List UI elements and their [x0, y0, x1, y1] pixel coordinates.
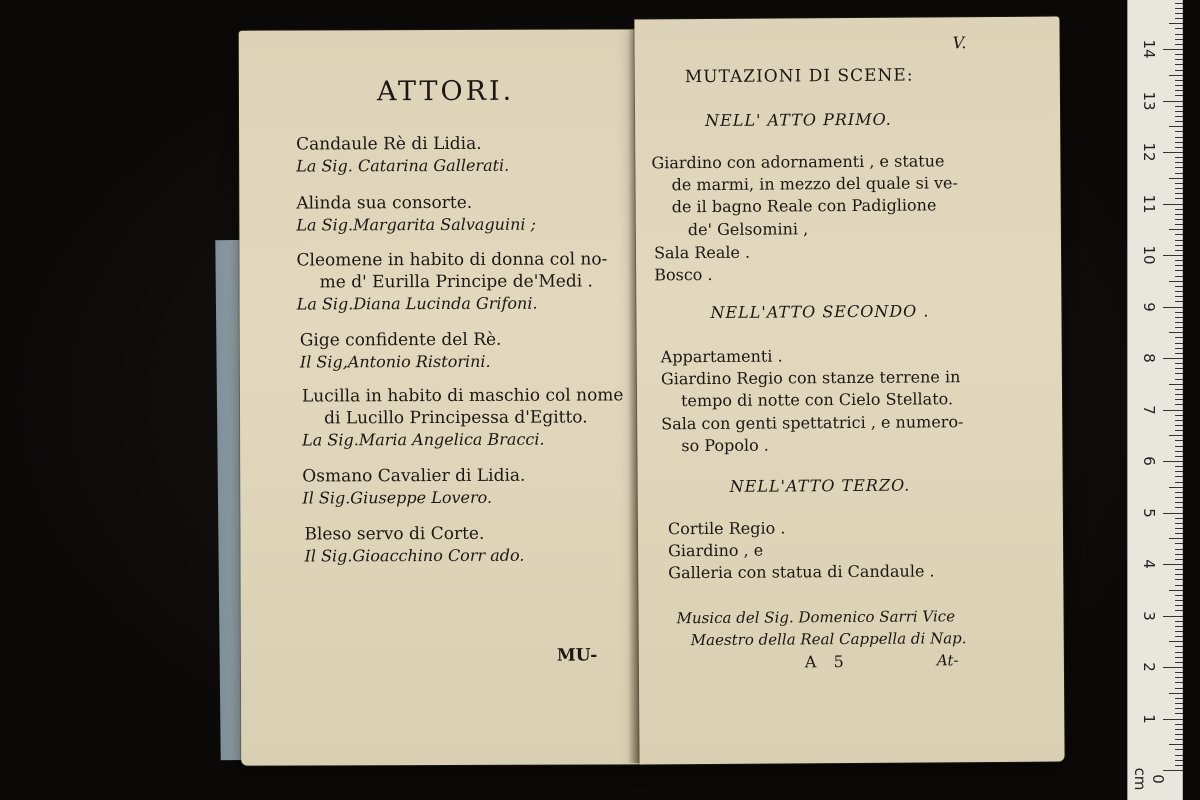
ruler-tick — [1175, 749, 1183, 750]
ruler-tick — [1175, 327, 1183, 328]
ruler-tick — [1175, 734, 1183, 735]
ruler-tick — [1169, 693, 1183, 694]
act3-line: Galleria con statua di Candaule . — [668, 561, 935, 583]
ruler-tick — [1175, 703, 1183, 704]
act2-line: tempo di notte con Cielo Stellato. — [681, 389, 954, 411]
ruler-tick — [1175, 533, 1183, 534]
ruler-tick — [1175, 121, 1183, 122]
ruler-tick — [1175, 173, 1183, 174]
ruler-number: 11 — [1140, 193, 1158, 214]
ruler-tick — [1175, 188, 1183, 189]
ruler-tick — [1169, 744, 1183, 745]
act1-title: NELL' ATTO PRIMO. — [705, 109, 892, 131]
ruler-tick — [1175, 523, 1183, 524]
ruler-tick — [1175, 440, 1183, 441]
ruler-tick — [1175, 90, 1183, 91]
ruler-tick — [1175, 636, 1183, 637]
ruler-number: 6 — [1140, 456, 1158, 466]
ruler-tick — [1175, 657, 1183, 658]
ruler-tick — [1175, 95, 1183, 96]
act2-line: Appartamenti . — [660, 346, 783, 367]
ruler-tick — [1163, 667, 1183, 668]
cast-actor: La Sig.Diana Lucinda Grifoni. — [296, 293, 538, 314]
ruler-tick — [1175, 312, 1183, 313]
ruler-tick — [1175, 322, 1183, 323]
ruler-tick — [1175, 379, 1183, 380]
ruler-tick — [1175, 543, 1183, 544]
cast-actor: La Sig.Margarita Salvaguini ; — [296, 214, 537, 235]
music-credit-line: Maestro della Real Cappella di Nap. — [690, 629, 967, 650]
ruler-tick — [1175, 595, 1183, 596]
ruler-tick — [1175, 167, 1183, 168]
ruler-number: 2 — [1140, 662, 1158, 672]
ruler-tick — [1175, 569, 1183, 570]
right-catchword: At- — [936, 651, 959, 670]
ruler-tick — [1175, 652, 1183, 653]
ruler-tick — [1175, 466, 1183, 467]
ruler-number: 0 cm — [1131, 767, 1167, 791]
left-catchword: MU- — [556, 645, 598, 666]
ruler-tick — [1175, 131, 1183, 132]
ruler-tick — [1175, 291, 1183, 292]
ruler-tick — [1175, 492, 1183, 493]
ruler-tick — [1175, 672, 1183, 673]
ruler-tick — [1175, 404, 1183, 405]
ruler-tick — [1175, 518, 1183, 519]
ruler-tick — [1175, 373, 1183, 374]
cast-role-continued: me d' Eurilla Principe de'Medi . — [319, 271, 593, 293]
ruler-tick — [1169, 384, 1183, 385]
cast-actor: La Sig.Maria Angelica Bracci. — [302, 429, 545, 450]
ruler-tick — [1175, 106, 1183, 107]
ruler-tick — [1169, 229, 1183, 230]
ruler-tick — [1175, 646, 1183, 647]
ruler-tick — [1175, 276, 1183, 277]
ruler-tick — [1175, 260, 1183, 261]
ruler-tick — [1175, 70, 1183, 71]
ruler-number: 9 — [1140, 301, 1158, 312]
ruler-tick — [1175, 240, 1183, 241]
ruler-tick — [1175, 18, 1183, 19]
ruler-tick — [1163, 255, 1183, 256]
ruler-tick — [1163, 410, 1183, 411]
ruler-tick — [1175, 482, 1183, 483]
ruler-tick — [1169, 435, 1183, 436]
ruler-tick — [1175, 724, 1183, 725]
ruler-tick — [1175, 147, 1183, 148]
ruler-tick — [1175, 605, 1183, 606]
ruler-tick — [1163, 101, 1183, 102]
ruler-tick — [1175, 585, 1183, 586]
ruler-tick — [1175, 337, 1183, 338]
cast-role: Candaule Rè di Lidia. — [296, 133, 482, 155]
ruler-tick — [1175, 54, 1183, 55]
ruler-tick — [1175, 137, 1183, 138]
ruler-tick — [1175, 502, 1183, 503]
ruler-number: 4 — [1140, 559, 1158, 569]
ruler-tick — [1175, 85, 1183, 86]
ruler-tick — [1175, 765, 1183, 766]
ruler-tick — [1175, 497, 1183, 498]
ruler-tick — [1175, 162, 1183, 163]
ruler-tick — [1169, 126, 1183, 127]
ruler-tick — [1175, 451, 1183, 452]
ruler-tick — [1175, 64, 1183, 65]
ruler-tick — [1169, 23, 1183, 24]
ruler-tick — [1175, 682, 1183, 683]
act3-line: Cortile Regio . — [667, 518, 786, 539]
ruler-tick — [1175, 39, 1183, 40]
ruler-tick — [1175, 729, 1183, 730]
ruler-tick — [1169, 75, 1183, 76]
ruler-tick — [1163, 204, 1183, 205]
cast-actor: Il Sig.Gioacchino Corr ado. — [304, 545, 525, 566]
act2-line: Sala con genti spettatrici , e numero- — [661, 412, 964, 434]
cast-role-continued: di Lucillo Principessa d'Egitto. — [324, 407, 588, 429]
right-page — [634, 17, 1064, 765]
ruler-tick — [1175, 631, 1183, 632]
ruler-number: 12 — [1140, 142, 1158, 162]
ruler-tick — [1175, 549, 1183, 550]
mutazioni-heading: MUTAZIONI DI SCENE: — [684, 65, 914, 88]
ruler-tick — [1175, 476, 1183, 477]
ruler-number: 7 — [1140, 404, 1158, 415]
ruler-tick — [1175, 399, 1183, 400]
ruler-tick — [1163, 307, 1183, 308]
ruler-tick — [1175, 296, 1183, 297]
ruler-tick — [1163, 152, 1183, 153]
ruler-tick — [1175, 59, 1183, 60]
ruler-tick — [1175, 209, 1183, 210]
ruler-tick — [1175, 343, 1183, 344]
act1-line: Giardino con adornamenti , e statue — [651, 151, 945, 173]
act1-line: de' Gelsomini , — [687, 219, 809, 240]
ruler-tick — [1175, 317, 1183, 318]
ruler-tick — [1175, 528, 1183, 529]
ruler-tick — [1175, 446, 1183, 447]
act1-line: Bosco . — [654, 264, 713, 285]
ruler-tick — [1175, 265, 1183, 266]
ruler-tick — [1175, 270, 1183, 271]
ruler-number: 3 — [1140, 610, 1158, 621]
ruler-tick — [1175, 13, 1183, 14]
ruler-tick — [1175, 80, 1183, 81]
ruler-tick — [1175, 44, 1183, 45]
act1-line: de il bagno Reale con Padiglione — [671, 195, 937, 217]
ruler-tick — [1175, 214, 1183, 215]
ruler-tick — [1175, 579, 1183, 580]
ruler-number: 14 — [1140, 39, 1158, 59]
ruler-tick — [1175, 574, 1183, 575]
ruler-number: 1 — [1140, 713, 1158, 724]
ruler-tick — [1175, 415, 1183, 416]
ruler-tick — [1175, 142, 1183, 143]
cast-role: Gige confidente del Rè. — [299, 329, 502, 351]
cast-role: Alinda sua consorte. — [296, 192, 473, 214]
ruler-tick — [1175, 183, 1183, 184]
act1-line: de marmi, in mezzo del quale si ve- — [671, 173, 958, 195]
ruler-tick — [1175, 554, 1183, 555]
ruler-tick — [1175, 234, 1183, 235]
ruler-tick — [1169, 487, 1183, 488]
ruler-number: 5 — [1140, 507, 1158, 518]
act1-line: Sala Reale . — [653, 242, 751, 263]
cast-role: Bleso servo di Corte. — [304, 523, 485, 545]
attori-heading: ATTORI. — [376, 75, 515, 108]
ruler-tick — [1169, 538, 1183, 539]
ruler-tick — [1175, 760, 1183, 761]
act2-title: NELL'ATTO SECONDO . — [710, 301, 930, 322]
ruler-tick — [1175, 420, 1183, 421]
act2-line: Giardino Regio con stanze terrene in — [660, 367, 961, 389]
ruler-tick — [1169, 590, 1183, 591]
ruler-tick — [1175, 713, 1183, 714]
signature-mark: A 5 — [804, 652, 850, 672]
act3-title: NELL'ATTO TERZO. — [729, 475, 911, 496]
ruler-tick — [1163, 616, 1183, 617]
ruler-tick — [1175, 34, 1183, 35]
ruler-tick — [1163, 358, 1183, 359]
ruler-number: 10 — [1140, 245, 1158, 265]
ruler-tick — [1175, 389, 1183, 390]
act2-line: so Popolo . — [681, 435, 769, 456]
ruler-tick — [1175, 621, 1183, 622]
cast-role: Cleomene in habito di donna col no- — [296, 249, 608, 271]
music-credit-line: Musica del Sig. Domenico Sarri Vice — [676, 607, 956, 628]
ruler-tick — [1175, 286, 1183, 287]
ruler-tick — [1163, 49, 1183, 50]
ruler-tick — [1175, 157, 1183, 158]
ruler-tick — [1169, 178, 1183, 179]
ruler-tick — [1175, 28, 1183, 29]
cast-role: Osmano Cavalier di Lidia. — [302, 465, 526, 487]
ruler-tick — [1175, 348, 1183, 349]
ruler-tick — [1175, 471, 1183, 472]
ruler-tick — [1175, 600, 1183, 601]
ruler-tick — [1175, 456, 1183, 457]
measurement-ruler — [1127, 0, 1183, 800]
ruler-tick — [1169, 332, 1183, 333]
ruler-tick — [1175, 198, 1183, 199]
ruler-tick — [1175, 219, 1183, 220]
ruler-tick — [1175, 3, 1183, 4]
ruler-tick — [1175, 245, 1183, 246]
ruler-tick — [1175, 8, 1183, 9]
ruler-tick — [1175, 559, 1183, 560]
ruler-tick — [1175, 363, 1183, 364]
ruler-tick — [1175, 353, 1183, 354]
ruler-tick — [1163, 564, 1183, 565]
ruler-tick — [1175, 430, 1183, 431]
ruler-tick — [1175, 755, 1183, 756]
ruler-tick — [1175, 111, 1183, 112]
ruler-tick — [1175, 708, 1183, 709]
ruler-tick — [1163, 513, 1183, 514]
ruler-tick — [1175, 368, 1183, 369]
ruler-tick — [1175, 301, 1183, 302]
ruler-tick — [1169, 281, 1183, 282]
ruler-tick — [1175, 677, 1183, 678]
cast-actor: La Sig. Catarina Gallerati. — [296, 155, 510, 176]
cast-actor: Il Sig,Antonio Ristorini. — [299, 351, 491, 372]
ruler-number: 13 — [1140, 90, 1158, 111]
page-mark: V. — [952, 33, 967, 53]
ruler-tick — [1175, 507, 1183, 508]
cast-role: Lucilla in habito di maschio col nome — [301, 385, 624, 407]
ruler-tick — [1163, 719, 1183, 720]
left-page — [239, 29, 642, 765]
ruler-tick — [1175, 250, 1183, 251]
ruler-tick — [1175, 662, 1183, 663]
ruler-tick — [1175, 116, 1183, 117]
ruler-tick — [1175, 626, 1183, 627]
ruler-tick — [1175, 610, 1183, 611]
ruler-tick — [1175, 394, 1183, 395]
ruler-tick — [1163, 461, 1183, 462]
ruler-tick — [1175, 698, 1183, 699]
cast-actor: Il Sig.Giuseppe Lovero. — [302, 487, 493, 508]
ruler-tick — [1175, 193, 1183, 194]
ruler-number: 8 — [1140, 353, 1158, 363]
ruler-tick — [1175, 425, 1183, 426]
ruler-tick — [1175, 688, 1183, 689]
act3-line: Giardino , e — [668, 540, 764, 561]
ruler-tick — [1175, 739, 1183, 740]
ruler-tick — [1169, 641, 1183, 642]
ruler-tick — [1175, 224, 1183, 225]
